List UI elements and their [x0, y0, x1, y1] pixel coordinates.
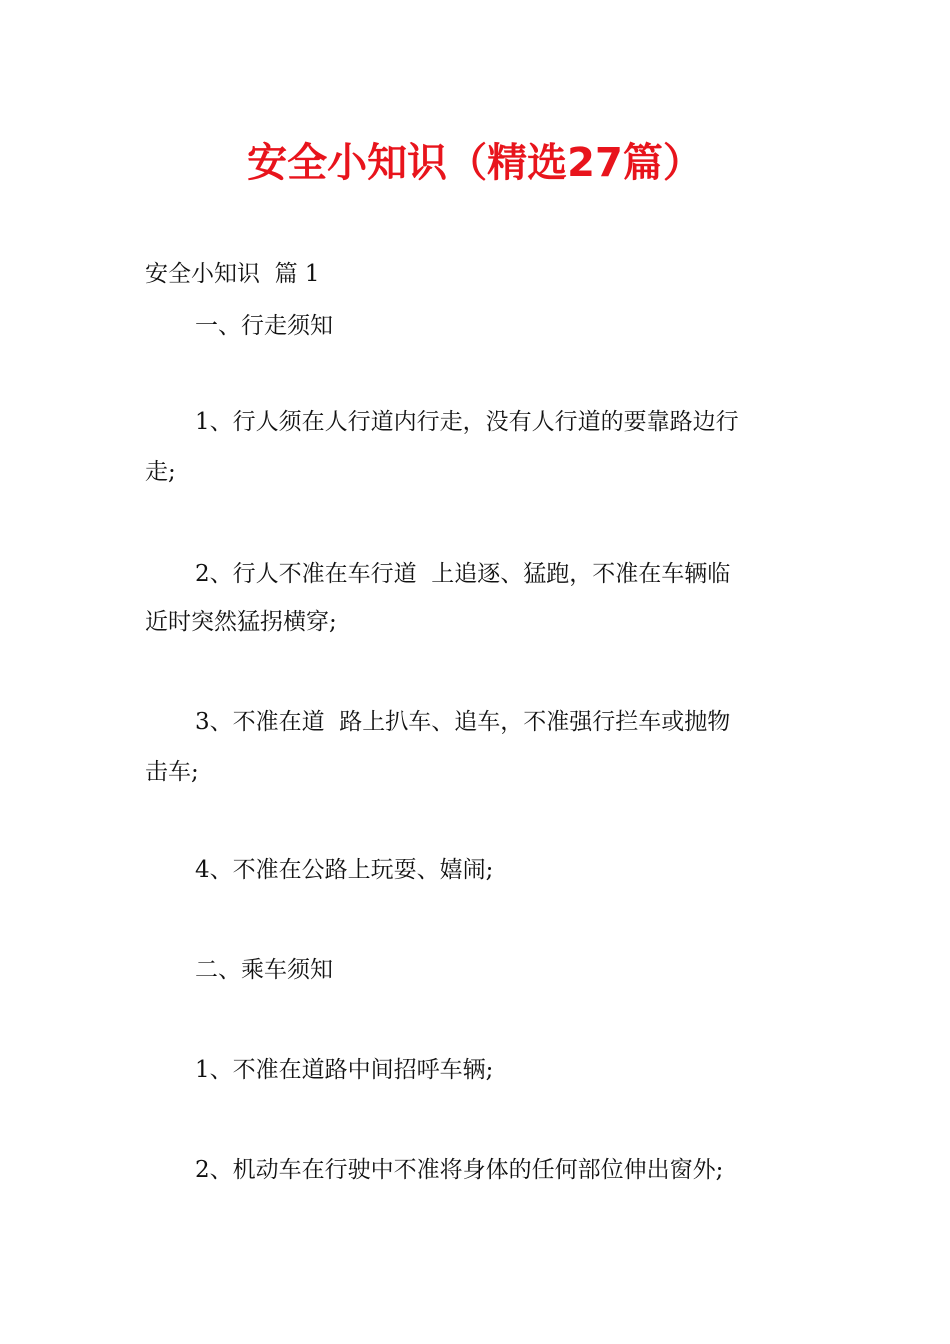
paragraph-line: 1、不准在道路中间招呼车辆;: [195, 1057, 494, 1083]
section-heading: 安全小知识 篇 1: [145, 261, 320, 287]
paragraph-line: 2、行人不准在车行道 上追逐、猛跑，不准在车辆临: [195, 561, 731, 587]
subheading-walking: 一、行走须知: [195, 313, 333, 339]
paragraph-line: 2、机动车在行驶中不准将身体的任何部位伸出窗外;: [195, 1157, 724, 1183]
subheading-riding: 二、乘车须知: [195, 957, 333, 983]
paragraph-line: 4、不准在公路上玩耍、嬉闹;: [195, 857, 494, 883]
paragraph-line: 3、不准在道 路上扒车、追车，不准强行拦车或抛物: [195, 709, 731, 735]
paragraph-line: 1、行人须在人行道内行走，没有人行道的要靠路边行: [195, 409, 739, 435]
paragraph-line: 近时突然猛拐横穿;: [145, 609, 337, 635]
paragraph-line: 走;: [145, 459, 176, 485]
paragraph-line: 击车;: [145, 759, 199, 785]
document-title: 安全小知识（精选27篇）: [247, 140, 703, 186]
